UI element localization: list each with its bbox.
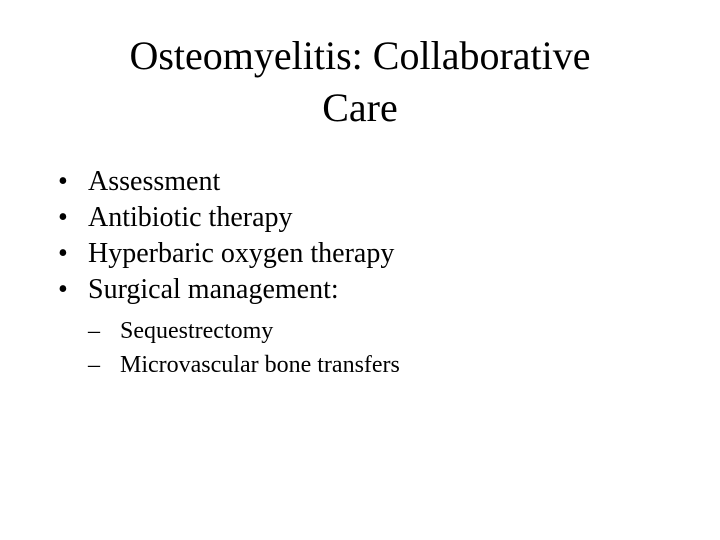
bullet-dot-icon: • bbox=[58, 238, 68, 269]
sub-bullet-text: Sequestrectomy bbox=[120, 318, 274, 344]
bullet-item bbox=[58, 236, 678, 272]
bullet-text: Assessment bbox=[88, 166, 221, 197]
dash-icon: – bbox=[88, 352, 100, 378]
bullet-list bbox=[58, 164, 678, 382]
sub-bullet-list bbox=[88, 314, 678, 382]
bullet-text: Hyperbaric oxygen therapy bbox=[88, 238, 395, 269]
slide-title-line-2: Care bbox=[322, 85, 398, 130]
slide-title-line-1: Osteomyelitis: Collaborative bbox=[129, 33, 591, 78]
bullet-dot-icon: • bbox=[58, 274, 68, 305]
bullet-dot-icon: • bbox=[58, 166, 68, 197]
bullet-item bbox=[58, 164, 678, 200]
bullet-item bbox=[58, 272, 678, 382]
sub-bullet-text: Microvascular bone transfers bbox=[120, 352, 400, 378]
bullet-item bbox=[58, 200, 678, 236]
bullet-text: Surgical management: bbox=[88, 274, 339, 305]
dash-icon: – bbox=[88, 318, 100, 344]
sub-bullet-item bbox=[88, 314, 678, 348]
bullet-dot-icon: • bbox=[58, 202, 68, 233]
bullet-text: Antibiotic therapy bbox=[88, 202, 293, 233]
sub-bullet-item bbox=[88, 348, 678, 382]
slide-title bbox=[60, 30, 660, 134]
